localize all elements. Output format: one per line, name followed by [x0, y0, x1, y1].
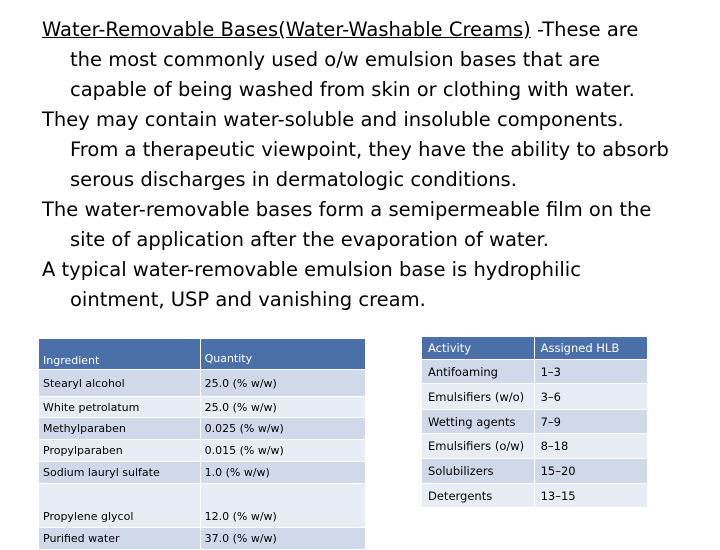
table-row	[39, 418, 366, 440]
paragraph-water-removable-bases	[42, 15, 702, 105]
cell-hlb: 15–20	[534, 459, 647, 484]
header-assigned-hlb: Assigned HLB	[534, 337, 647, 360]
cell-activity: Antifoaming	[422, 360, 535, 384]
table-row	[422, 384, 648, 410]
header-activity: Activity	[422, 337, 535, 360]
table-row	[422, 484, 648, 508]
cell-hlb: 1–3	[534, 360, 647, 384]
cell-ingredient: Methylparaben	[39, 418, 201, 440]
cell-ingredient: White petrolatum	[39, 397, 201, 418]
table-header-row	[39, 339, 366, 370]
cell-hlb: 8–18	[534, 434, 647, 459]
table-row	[39, 397, 366, 418]
paragraph-semipermeable-film	[42, 195, 702, 255]
cell-quantity: 25.0 (% w/w)	[200, 370, 365, 397]
heading-rest: -These are	[530, 18, 639, 41]
header-ingredient: Ingredient	[39, 339, 201, 370]
cell-hlb: 3–6	[534, 384, 647, 410]
cell-hlb: 7–9	[534, 410, 647, 434]
cell-ingredient: Sodium lauryl sulfate	[39, 462, 201, 484]
cell-quantity: 12.0 (% w/w)	[200, 484, 365, 528]
cell-hlb: 13–15	[534, 484, 647, 508]
table-row	[422, 434, 648, 459]
paragraph-line: ointment, USP and vanishing cream.	[70, 288, 426, 311]
paragraph-first-line: The water-removable bases form a semipermeable film on the	[42, 198, 652, 221]
cell-activity: Emulsifiers (w/o)	[422, 384, 535, 410]
cell-activity: Detergents	[422, 484, 535, 508]
paragraph-line: serous discharges in dermatologic conditions.	[70, 168, 517, 191]
cell-quantity: 37.0 (% w/w)	[200, 528, 365, 550]
paragraph-first-line	[42, 15, 702, 45]
cell-quantity: 25.0 (% w/w)	[200, 397, 365, 418]
table-row	[39, 440, 366, 462]
cell-ingredient: Propylene glycol	[39, 484, 201, 528]
table-header-row	[422, 337, 648, 360]
cell-ingredient: Stearyl alcohol	[39, 370, 201, 397]
cell-quantity: 0.015 (% w/w)	[200, 440, 365, 462]
table-row	[39, 370, 366, 397]
cell-activity: Emulsifiers (o/w)	[422, 434, 535, 459]
heading-underlined: Water-Removable Bases(Water-Washable Creams)	[42, 18, 531, 41]
ingredient-table	[38, 338, 366, 550]
cell-ingredient: Propylparaben	[39, 440, 201, 462]
cell-quantity: 1.0 (% w/w)	[200, 462, 365, 484]
paragraph-line: site of application after the evaporation of water.	[70, 228, 549, 251]
cell-ingredient: Purified water	[39, 528, 201, 550]
paragraph-line: the most commonly used o/w emulsion bases that are	[70, 48, 600, 71]
table-row	[39, 528, 366, 550]
paragraph-line: From a therapeutic viewpoint, they have the ability to absorb	[70, 138, 669, 161]
table-row	[39, 484, 366, 528]
paragraph-components	[42, 105, 702, 195]
table-row	[422, 360, 648, 384]
cell-activity: Solubilizers	[422, 459, 535, 484]
header-quantity: Quantity	[200, 339, 365, 370]
cell-activity: Wetting agents	[422, 410, 535, 434]
paragraph-line: capable of being washed from skin or clothing with water.	[70, 78, 635, 101]
table-row	[39, 462, 366, 484]
paragraph-typical-base	[42, 255, 702, 315]
table-row	[422, 410, 648, 434]
hlb-table	[421, 336, 648, 508]
table-row	[422, 459, 648, 484]
paragraph-first-line: A typical water-removable emulsion base is hydrophilic	[42, 258, 581, 281]
paragraph-first-line: They may contain water-soluble and insoluble components.	[42, 108, 624, 131]
cell-quantity: 0.025 (% w/w)	[200, 418, 365, 440]
